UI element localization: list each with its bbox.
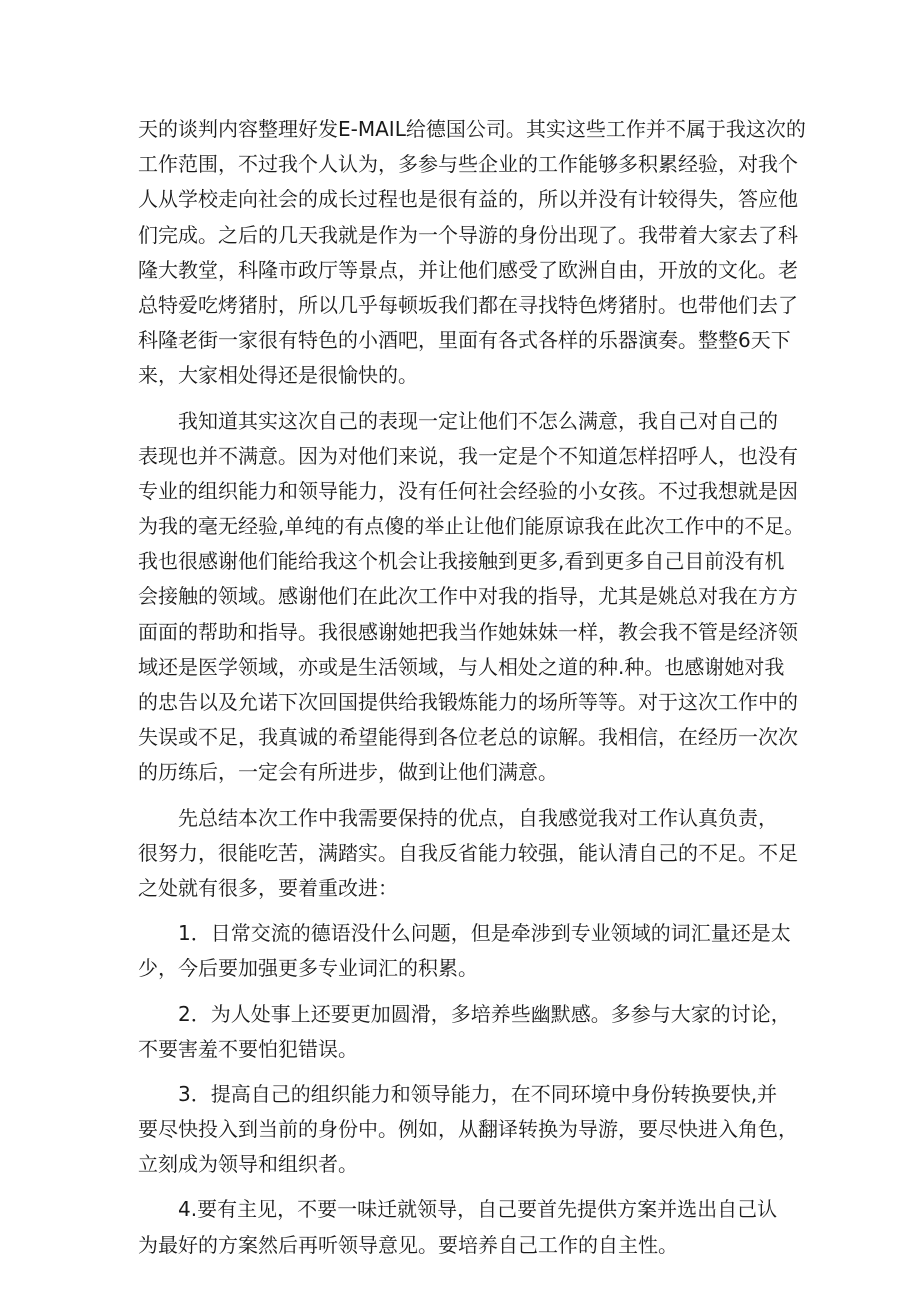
text-line: 3．提高自己的组织能力和领导能力，在不同环境中身份转换要快,并 <box>178 1081 778 1106</box>
paragraph-1 <box>138 112 806 394</box>
text-line: 域还是医学领域，亦或是生活领域，与人相处之道的种.种。也感谢她对我 <box>138 654 785 679</box>
text-line: 要尽快投入到当前的身份中。例如，从翻译转换为导游，要尽快进入角色， <box>138 1117 798 1142</box>
text-line: 很努力，很能吃苦，满踏实。自我反省能力较强，能认清自己的不足。不足 <box>138 840 798 865</box>
text-line: 之处就有很多，要着重改进： <box>138 875 398 900</box>
text-line: 科隆老街一家很有特色的小酒吧，里面有各式各样的乐器演奏。整整6天下 <box>138 328 791 353</box>
text-line: 我知道其实这次自己的表现一定让他们不怎么满意，我自己对自己的 <box>178 408 778 433</box>
text-line: 隆大教堂，科隆市政厅等景点，并让他们感受了欧洲自由，开放的文化。老 <box>138 257 798 282</box>
text-line: 我也很感谢他们能给我这个机会让我接触到更多,看到更多自己目前没有机 <box>138 549 785 574</box>
text-line: 4.要有主见，不要一味迁就领导，自己要首先提供方案并选出自己认 <box>178 1197 778 1222</box>
document-body <box>138 112 806 1263</box>
text-line: 2．为人处事上还要更加圆滑，多培养些幽默感。多参与大家的讨论， <box>178 1001 791 1026</box>
paragraph-2 <box>138 404 805 791</box>
text-line: 的忠告以及允诺下次回国提供给我锻炼能力的场所等等。对于这次工作中的 <box>138 690 798 714</box>
text-line: 工作范围，不过我个人认为，多参与些企业的工作能够多积累经验，对我个 <box>138 152 798 177</box>
text-line: 天的谈判内容整理好发E-MAIL给德国公司。其实这些工作并不属于我这次的 <box>138 117 806 141</box>
list-item-3 <box>138 1077 798 1183</box>
text-line: 总特爱吃烤猪肘，所以几乎每顿坂我们都在寻找特色烤猪肘。也带他们去了 <box>138 292 798 317</box>
text-line: 1．日常交流的德语没什么问题，但是牵涉到专业领域的词汇量还是太 <box>178 921 791 946</box>
text-line: 为最好的方案然后再听领导意见。要培养自己工作的自主性。 <box>138 1232 678 1257</box>
text-line: 面面的帮助和指导。我很感谢她把我当作她妹妹一样，教会我不管是经济领 <box>138 619 798 644</box>
list-item-4 <box>138 1192 798 1262</box>
text-line: 们完成。之后的几天我就是作为一个导游的身份出现了。我带着大家去了科 <box>138 222 798 247</box>
text-line: 来，大家相处得还是很愉快的。 <box>138 363 418 388</box>
list-item-1 <box>138 916 798 986</box>
text-line: 少，今后要加强更多专业词汇的积累。 <box>138 956 478 981</box>
text-line: 先总结本次工作中我需要保持的优点，自我感觉我对工作认真负责， <box>178 805 778 830</box>
text-line: 的历练后，一定会有所进步，做到让他们满意。 <box>138 760 558 785</box>
text-line: 失误或不足，我真诚的希望能得到各位老总的谅解。我相信，在经历一次次 <box>138 725 798 750</box>
text-line: 专业的组织能力和领导能力，没有任何社会经验的小女孩。不过我想就是因 <box>138 478 798 503</box>
paragraph-3 <box>138 801 798 907</box>
text-line: 不要害羞不要怕犯错误。 <box>138 1036 358 1061</box>
text-line: 为我的毫无经验,单纯的有点傻的举止让他们能原谅我在此次工作中的不足。 <box>138 514 805 539</box>
text-line: 人从学校走向社会的成长过程也是很有益的，所以并没有计较得失，答应他 <box>138 187 798 212</box>
list-item-2 <box>138 997 798 1067</box>
text-line: 立刻成为领导和组织者。 <box>138 1152 358 1177</box>
text-line: 表现也并不满意。因为对他们来说，我一定是个不知道怎样招呼人，也没有 <box>138 443 798 468</box>
text-line: 会接触的领域。感谢他们在此次工作中对我的指导，尤其是姚总对我在方方 <box>138 584 798 609</box>
